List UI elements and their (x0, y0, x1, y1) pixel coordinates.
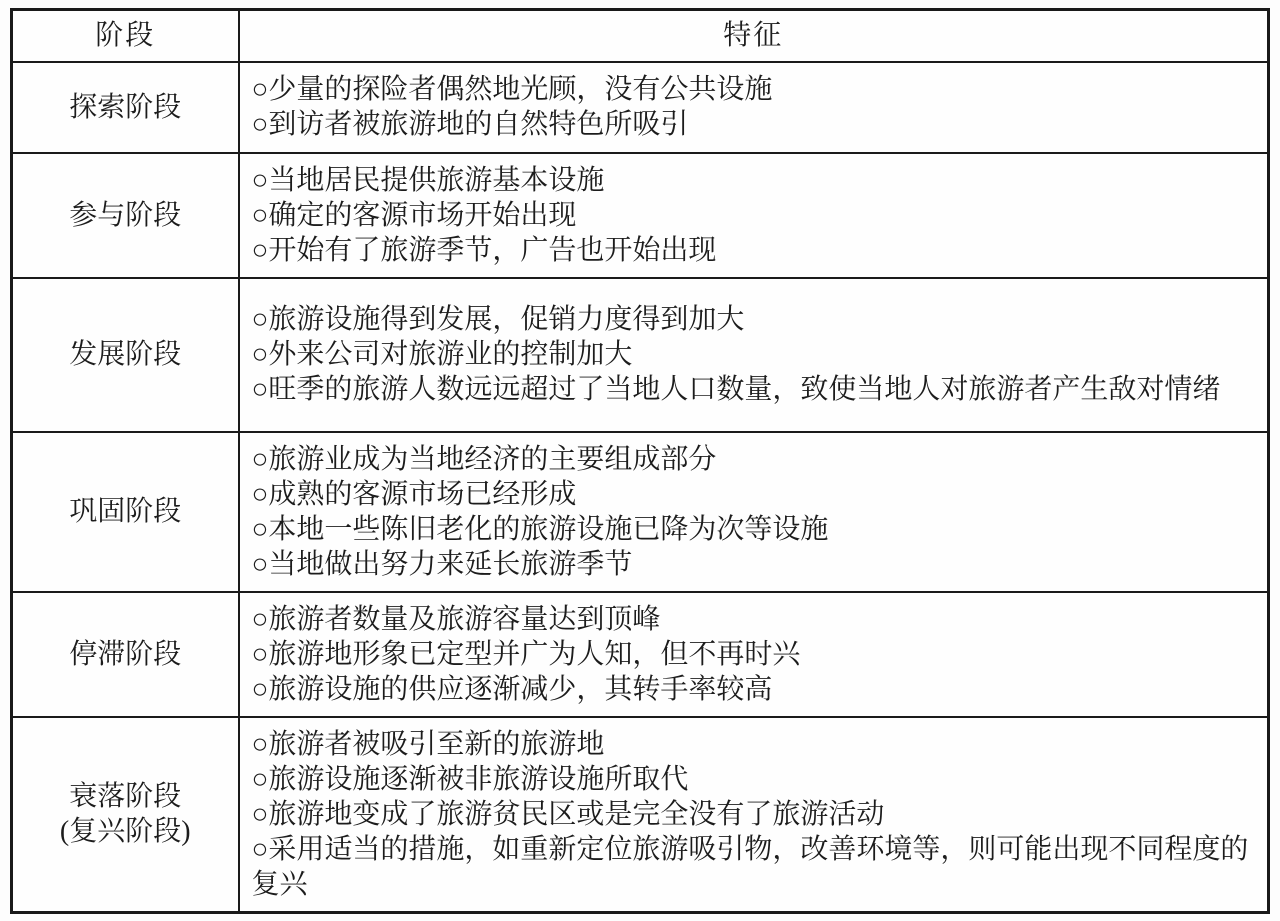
feature-line: ○旅游设施的供应逐渐减少，其转手率较高 (251, 673, 773, 705)
stage-cell (12, 153, 239, 278)
stage-label: 停滞阶段 (69, 638, 182, 670)
feature-line: ○旅游业成为当地经济的主要组成部分 (251, 443, 717, 475)
stage-label: 衰落阶段 (69, 781, 182, 813)
features-cell (239, 278, 1269, 432)
table-row-stagnation (12, 592, 1269, 717)
features-cell (239, 153, 1269, 278)
stage-label: 发展阶段 (69, 339, 182, 370)
table-row-involvement (12, 153, 1269, 278)
feature-line: ○旅游者数量及旅游容量达到顶峰 (251, 603, 661, 635)
header-row (12, 10, 1269, 62)
stage-cell (12, 278, 239, 432)
features-cell (239, 717, 1269, 913)
tourism-lifecycle-table (10, 8, 1270, 914)
table-row-decline (12, 717, 1269, 913)
stage-cell (12, 717, 239, 913)
features-cell (239, 432, 1269, 592)
column-header-stage: 阶段 (12, 10, 239, 62)
stage-label: 探索阶段 (69, 91, 182, 123)
stage-cell (12, 62, 239, 153)
feature-line: ○旅游者被吸引至新的旅游地 (251, 728, 605, 760)
feature-line: ○旅游地形象已定型并广为人知，但不再时兴 (251, 638, 801, 670)
feature-line: ○当地居民提供旅游基本设施 (251, 164, 605, 196)
feature-line: ○旅游地变成了旅游贫民区或是完全没有了旅游活动 (251, 798, 885, 830)
feature-line: ○当地做出努力来延长旅游季节 (251, 548, 633, 580)
feature-line: ○开始有了旅游季节，广告也开始出现 (251, 234, 717, 266)
stage-label: 巩固阶段 (69, 496, 182, 527)
table-row-development (12, 278, 1269, 432)
feature-line: ○到访者被旅游地的自然特色所吸引 (251, 109, 689, 140)
feature-line: ○少量的探险者偶然地光顾，没有公共设施 (251, 74, 773, 105)
column-header-features: 特征 (239, 10, 1269, 62)
feature-line: ○旅游设施逐渐被非旅游设施所取代 (251, 763, 689, 795)
stage-cell (12, 592, 239, 717)
feature-line: ○成熟的客源市场已经形成 (251, 478, 577, 510)
feature-line: ○本地一些陈旧老化的旅游设施已降为次等设施 (251, 513, 829, 545)
feature-line: ○采用适当的措施，如重新定位旅游吸引物，改善环境等，则可能出现不同程度的复兴 (251, 833, 1249, 900)
table-row-consolidation (12, 432, 1269, 592)
feature-line: ○旺季的旅游人数远远超过了当地人口数量，致使当地人对旅游者产生敌对情绪 (251, 374, 1221, 405)
feature-line: ○确定的客源市场开始出现 (251, 199, 577, 231)
features-cell (239, 62, 1269, 153)
stage-label: 参与阶段 (69, 199, 182, 231)
feature-line: ○外来公司对旅游业的控制加大 (251, 339, 633, 370)
table-row-exploration (12, 62, 1269, 153)
stage-sublabel: (复兴阶段) (59, 816, 191, 848)
feature-line: ○旅游设施得到发展，促销力度得到加大 (251, 304, 745, 335)
features-cell (239, 592, 1269, 717)
stage-cell (12, 432, 239, 592)
